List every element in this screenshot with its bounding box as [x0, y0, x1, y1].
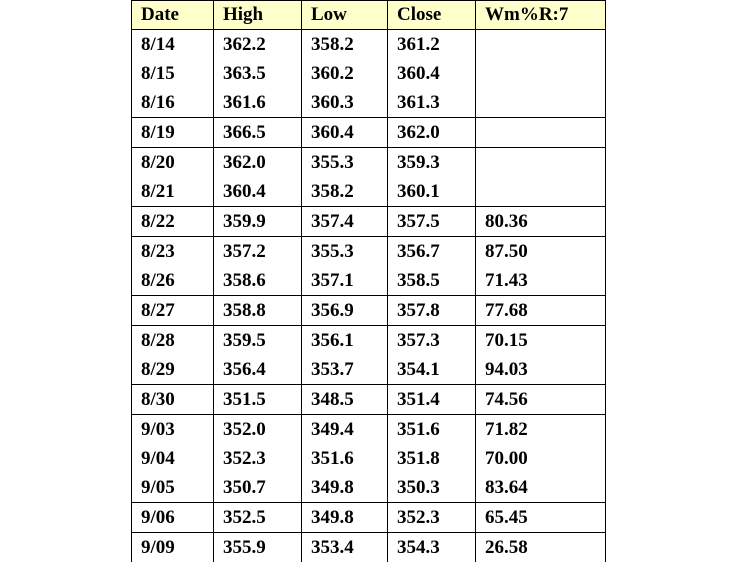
- cell-high: 362.2: [214, 30, 302, 60]
- cell-close: 352.3: [388, 503, 476, 533]
- cell-close: 362.0: [388, 118, 476, 148]
- cell-high: 352.5: [214, 503, 302, 533]
- cell-low: 355.3: [302, 237, 388, 267]
- table-row: [132, 266, 606, 296]
- cell-date: 8/22: [132, 207, 214, 237]
- cell-high: 356.4: [214, 355, 302, 385]
- williams-percent-r-table: [131, 0, 606, 562]
- cell-high: 359.5: [214, 326, 302, 356]
- cell-williams-r: 87.50: [476, 237, 606, 267]
- cell-high: 351.5: [214, 385, 302, 415]
- cell-williams-r: 74.56: [476, 385, 606, 415]
- cell-date: 8/19: [132, 118, 214, 148]
- cell-close: 350.3: [388, 473, 476, 503]
- cell-low: 356.9: [302, 296, 388, 326]
- table-row: [132, 503, 606, 533]
- cell-williams-r: [476, 88, 606, 118]
- cell-close: 351.4: [388, 385, 476, 415]
- cell-low: 349.4: [302, 415, 388, 445]
- cell-williams-r: [476, 30, 606, 60]
- table-row: [132, 355, 606, 385]
- cell-date: 9/03: [132, 415, 214, 445]
- cell-low: 349.8: [302, 473, 388, 503]
- cell-close: 359.3: [388, 148, 476, 178]
- cell-date: 8/21: [132, 177, 214, 207]
- table-row: [132, 207, 606, 237]
- cell-high: 358.6: [214, 266, 302, 296]
- cell-low: 360.3: [302, 88, 388, 118]
- cell-low: 351.6: [302, 444, 388, 473]
- table-body: [132, 30, 606, 563]
- header-date: Date: [132, 1, 214, 30]
- cell-high: 357.2: [214, 237, 302, 267]
- cell-date: 9/05: [132, 473, 214, 503]
- cell-high: 355.9: [214, 533, 302, 563]
- table-row: [132, 415, 606, 445]
- cell-date: 8/26: [132, 266, 214, 296]
- cell-date: 8/16: [132, 88, 214, 118]
- cell-date: 8/15: [132, 59, 214, 88]
- cell-close: 354.3: [388, 533, 476, 563]
- cell-date: 8/30: [132, 385, 214, 415]
- cell-close: 354.1: [388, 355, 476, 385]
- cell-high: 361.6: [214, 88, 302, 118]
- cell-low: 356.1: [302, 326, 388, 356]
- table-row: [132, 88, 606, 118]
- cell-date: 9/09: [132, 533, 214, 563]
- header-low: Low: [302, 1, 388, 30]
- header-close: Close: [388, 1, 476, 30]
- cell-high: 360.4: [214, 177, 302, 207]
- table-row: [132, 326, 606, 356]
- cell-williams-r: 70.15: [476, 326, 606, 356]
- table-row: [132, 30, 606, 60]
- header-high: High: [214, 1, 302, 30]
- cell-williams-r: [476, 118, 606, 148]
- cell-low: 357.4: [302, 207, 388, 237]
- cell-low: 358.2: [302, 30, 388, 60]
- cell-date: 8/29: [132, 355, 214, 385]
- cell-williams-r: [476, 59, 606, 88]
- header-row: [132, 1, 606, 30]
- cell-close: 361.3: [388, 88, 476, 118]
- cell-high: 362.0: [214, 148, 302, 178]
- cell-close: 357.5: [388, 207, 476, 237]
- table-row: [132, 237, 606, 267]
- table-header: [132, 1, 606, 30]
- cell-close: 360.4: [388, 59, 476, 88]
- table-row: [132, 473, 606, 503]
- cell-williams-r: 77.68: [476, 296, 606, 326]
- cell-low: 360.4: [302, 118, 388, 148]
- cell-close: 361.2: [388, 30, 476, 60]
- cell-williams-r: 71.43: [476, 266, 606, 296]
- table-row: [132, 385, 606, 415]
- cell-low: 353.7: [302, 355, 388, 385]
- cell-date: 9/06: [132, 503, 214, 533]
- cell-low: 348.5: [302, 385, 388, 415]
- cell-williams-r: 94.03: [476, 355, 606, 385]
- table-row: [132, 118, 606, 148]
- cell-high: 366.5: [214, 118, 302, 148]
- table-row: [132, 296, 606, 326]
- cell-close: 351.6: [388, 415, 476, 445]
- cell-high: 363.5: [214, 59, 302, 88]
- cell-williams-r: 70.00: [476, 444, 606, 473]
- cell-date: 8/23: [132, 237, 214, 267]
- cell-williams-r: 83.64: [476, 473, 606, 503]
- cell-date: 8/28: [132, 326, 214, 356]
- cell-close: 358.5: [388, 266, 476, 296]
- cell-high: 359.9: [214, 207, 302, 237]
- cell-close: 351.8: [388, 444, 476, 473]
- cell-williams-r: 65.45: [476, 503, 606, 533]
- cell-high: 358.8: [214, 296, 302, 326]
- cell-close: 357.3: [388, 326, 476, 356]
- cell-low: 353.4: [302, 533, 388, 563]
- cell-close: 357.8: [388, 296, 476, 326]
- cell-close: 360.1: [388, 177, 476, 207]
- cell-high: 350.7: [214, 473, 302, 503]
- cell-date: 9/04: [132, 444, 214, 473]
- cell-close: 356.7: [388, 237, 476, 267]
- header-williams-r: Wm%R:7: [476, 1, 606, 30]
- table-row: [132, 59, 606, 88]
- cell-date: 8/27: [132, 296, 214, 326]
- table-row: [132, 148, 606, 178]
- cell-williams-r: 26.58: [476, 533, 606, 563]
- cell-low: 357.1: [302, 266, 388, 296]
- cell-williams-r: [476, 148, 606, 178]
- cell-high: 352.0: [214, 415, 302, 445]
- cell-low: 358.2: [302, 177, 388, 207]
- cell-williams-r: [476, 177, 606, 207]
- cell-high: 352.3: [214, 444, 302, 473]
- cell-date: 8/14: [132, 30, 214, 60]
- cell-williams-r: 80.36: [476, 207, 606, 237]
- table-row: [132, 177, 606, 207]
- cell-williams-r: 71.82: [476, 415, 606, 445]
- cell-date: 8/20: [132, 148, 214, 178]
- cell-low: 355.3: [302, 148, 388, 178]
- table-row: [132, 444, 606, 473]
- table-row: [132, 533, 606, 563]
- cell-low: 360.2: [302, 59, 388, 88]
- cell-low: 349.8: [302, 503, 388, 533]
